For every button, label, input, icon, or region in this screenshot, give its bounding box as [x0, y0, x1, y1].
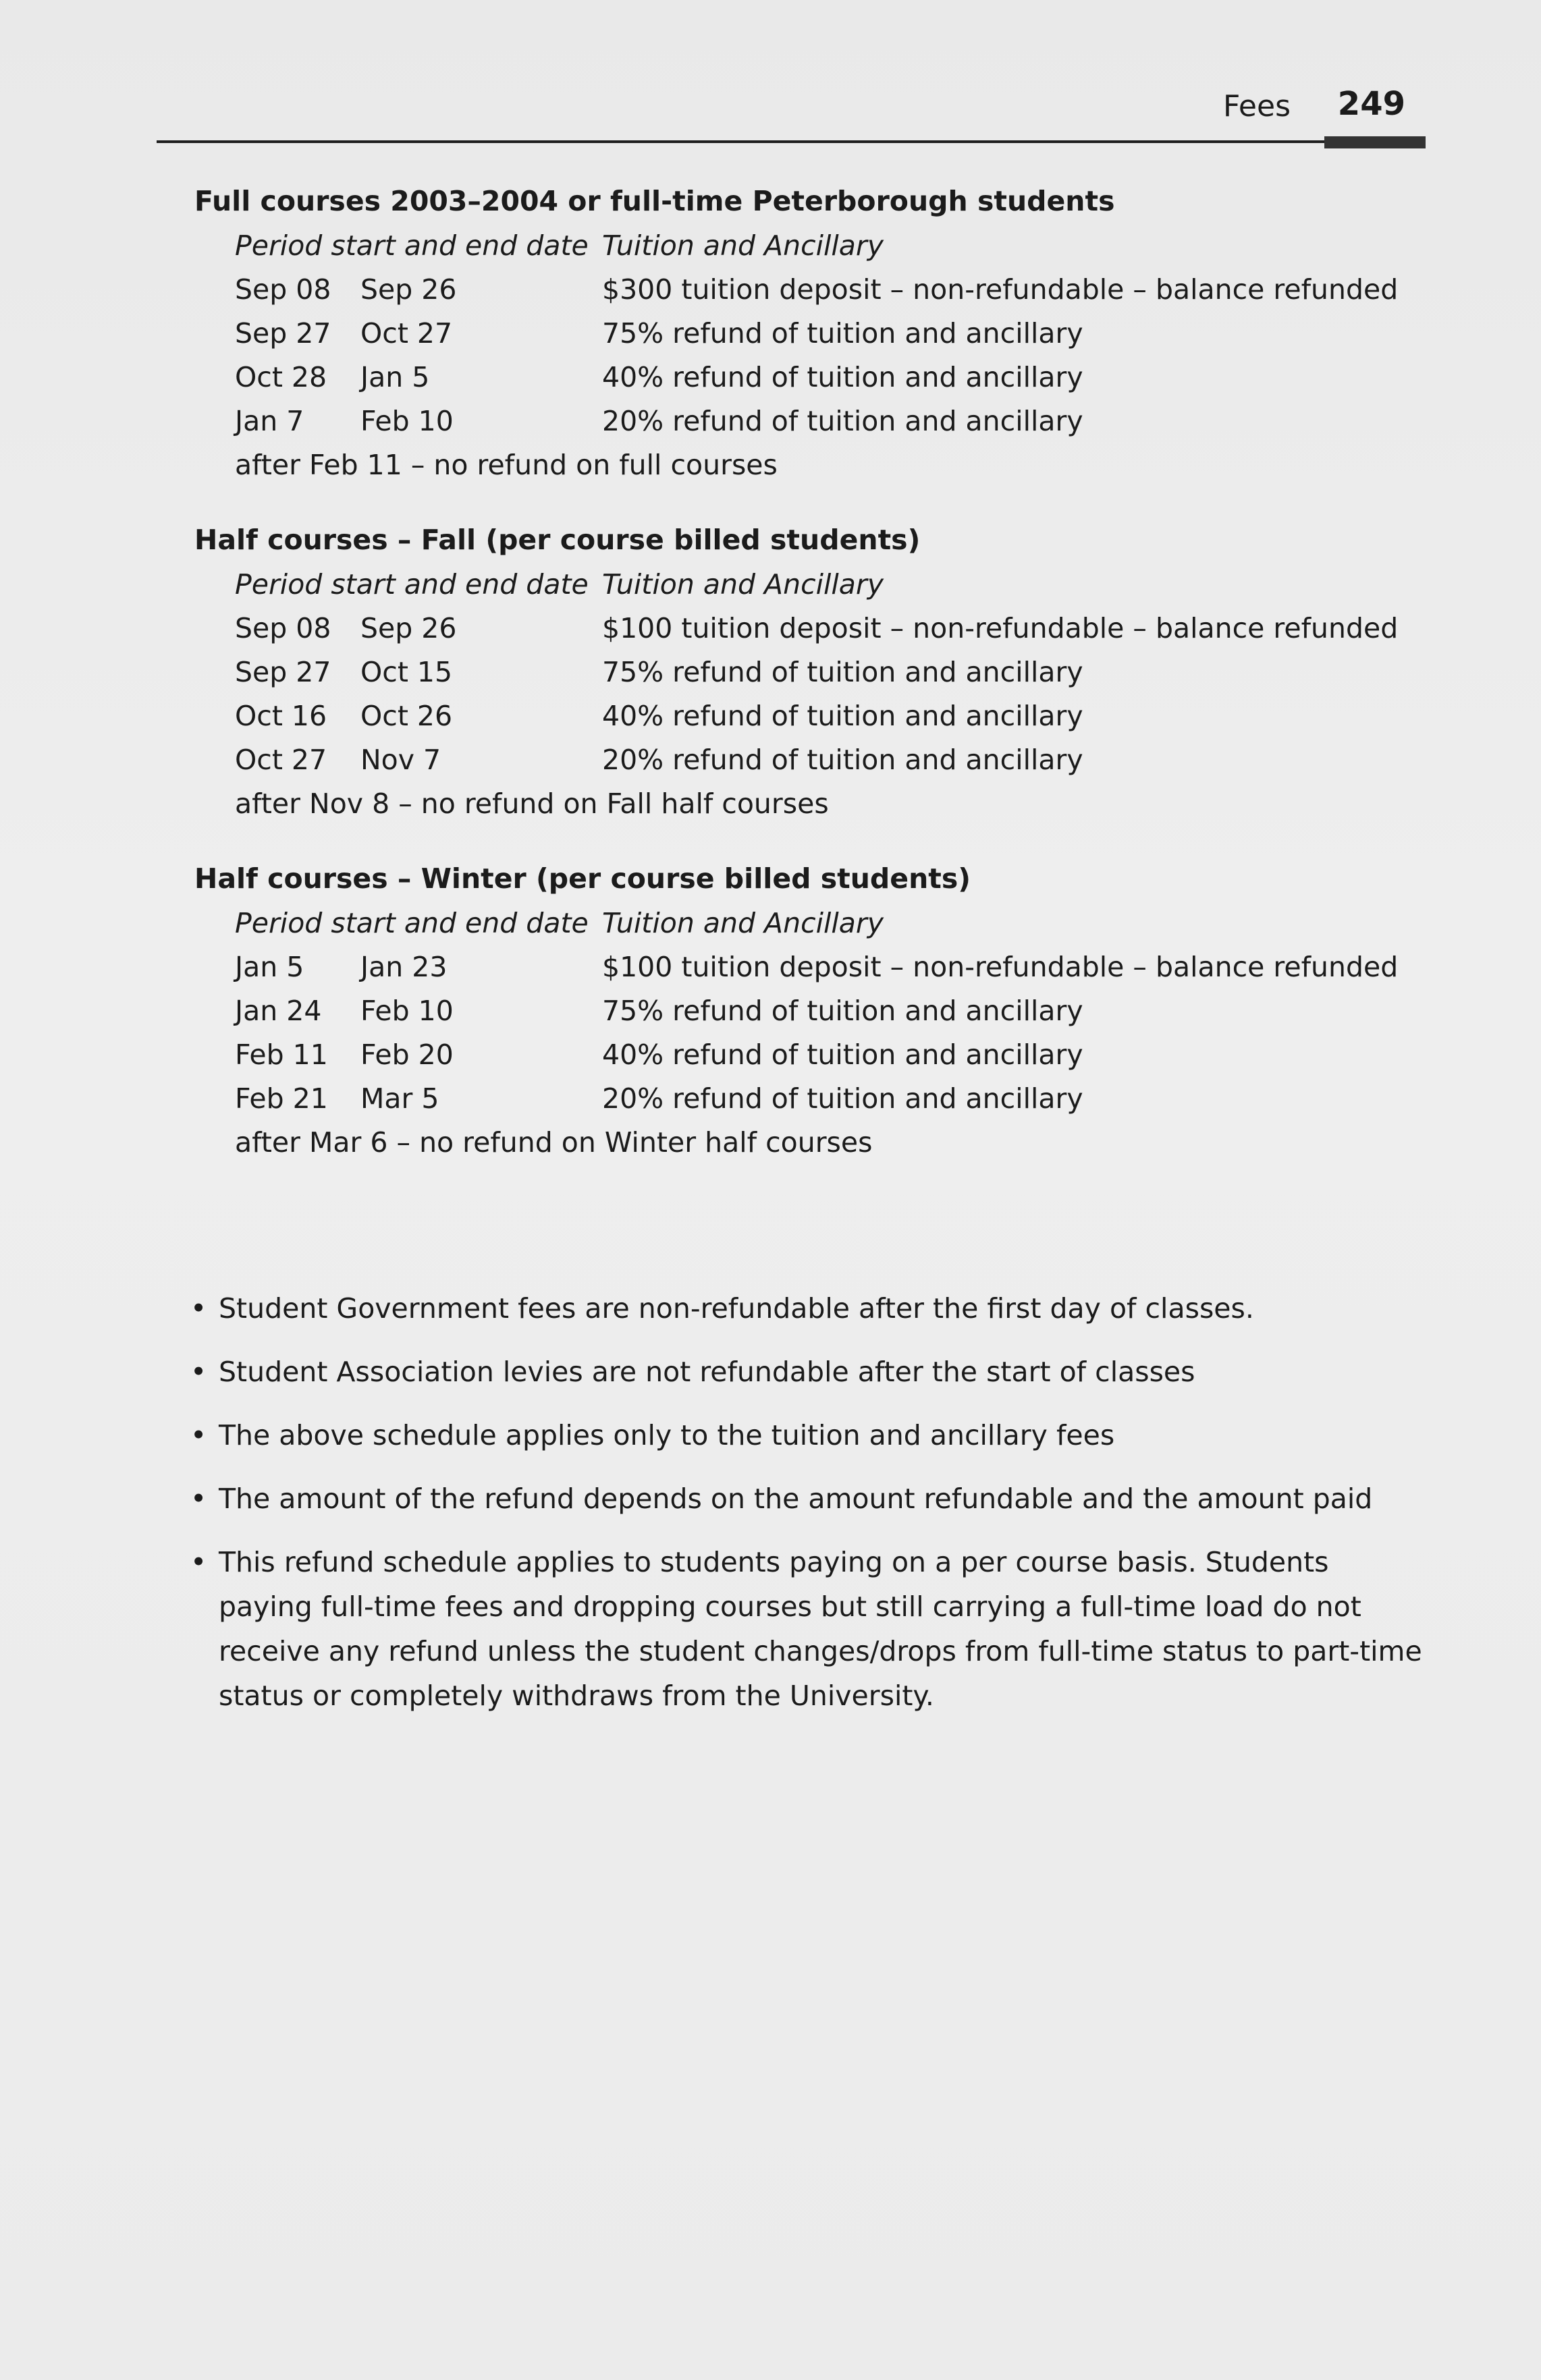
bullet-icon: •	[190, 1356, 207, 1388]
list-item-text: The above schedule applies only to the tuition and ancillary fees	[219, 1419, 1115, 1451]
column-header-period: Period start and end date	[235, 229, 589, 262]
refund-text: $300 tuition deposit – non-refundable – balance refunded	[602, 273, 1399, 306]
section-title: Fees	[1223, 89, 1291, 123]
start-date: Jan 24	[235, 995, 322, 1027]
end-date: Jan 5	[360, 361, 430, 393]
refund-table-half-fall	[189, 520, 1444, 826]
end-date: Feb 20	[360, 1039, 454, 1071]
table-header-row	[189, 224, 1444, 268]
refund-text: 75% refund of tuition and ancillary	[602, 317, 1083, 350]
refund-text: $100 tuition deposit – non-refundable – balance refunded	[602, 612, 1399, 644]
table-header-row	[189, 902, 1444, 945]
table-note	[189, 1121, 1444, 1165]
bullet-icon: •	[190, 1483, 207, 1515]
refund-text: 20% refund of tuition and ancillary	[602, 405, 1083, 437]
start-date: Oct 27	[235, 744, 327, 776]
no-refund-note: after Mar 6 – no refund on Winter half courses	[235, 1126, 873, 1159]
table-title: Half courses – Winter (per course billed students)	[194, 862, 971, 895]
bullet-icon: •	[190, 1419, 207, 1451]
end-date: Oct 26	[360, 700, 453, 732]
header-tab	[1324, 136, 1426, 148]
end-date: Feb 10	[360, 405, 454, 437]
table-note	[189, 782, 1444, 826]
refund-table-full-courses	[189, 181, 1444, 487]
table-row	[189, 268, 1444, 312]
list-item-text: Student Association levies are not refundable after the start of classes	[219, 1356, 1195, 1388]
list-item	[190, 1540, 1426, 1718]
header-rule	[157, 140, 1426, 143]
bullet-icon: •	[190, 1292, 207, 1325]
list-item	[190, 1476, 1426, 1521]
table-row	[189, 651, 1444, 694]
column-header-tuition: Tuition and Ancillary	[602, 907, 884, 939]
table-title: Full courses 2003–2004 or full-time Peterborough students	[194, 185, 1115, 217]
column-header-tuition: Tuition and Ancillary	[602, 568, 884, 601]
bullet-icon: •	[190, 1546, 207, 1578]
end-date: Mar 5	[360, 1082, 439, 1115]
table-row	[189, 1077, 1444, 1121]
table-row	[189, 1033, 1444, 1077]
list-item	[190, 1350, 1426, 1394]
end-date: Sep 26	[360, 612, 457, 644]
refund-notes-list	[190, 1286, 1426, 1737]
no-refund-note: after Feb 11 – no refund on full courses	[235, 449, 778, 481]
start-date: Sep 08	[235, 612, 331, 644]
refund-text: 75% refund of tuition and ancillary	[602, 995, 1083, 1027]
list-item-text: The amount of the refund depends on the amount refundable and the amount paid	[219, 1483, 1373, 1515]
column-header-tuition: Tuition and Ancillary	[602, 229, 884, 262]
table-row	[189, 694, 1444, 738]
start-date: Oct 16	[235, 700, 327, 732]
refund-text: 75% refund of tuition and ancillary	[602, 656, 1083, 688]
refund-text: 20% refund of tuition and ancillary	[602, 1082, 1083, 1115]
column-header-period: Period start and end date	[235, 568, 589, 601]
page-number: 249	[1337, 85, 1405, 123]
table-header-row	[189, 563, 1444, 607]
table-title: Half courses – Fall (per course billed students)	[194, 524, 921, 556]
table-row	[189, 738, 1444, 782]
table-note	[189, 443, 1444, 487]
end-date: Oct 15	[360, 656, 453, 688]
table-row	[189, 312, 1444, 356]
list-item	[190, 1286, 1426, 1331]
page-header	[157, 81, 1426, 148]
refund-text: 40% refund of tuition and ancillary	[602, 361, 1083, 393]
table-row	[189, 399, 1444, 443]
column-header-period: Period start and end date	[235, 907, 589, 939]
refund-schedule	[189, 181, 1444, 1197]
table-row	[189, 989, 1444, 1033]
refund-text: $100 tuition deposit – non-refundable – balance refunded	[602, 951, 1399, 983]
start-date: Oct 28	[235, 361, 327, 393]
end-date: Sep 26	[360, 273, 457, 306]
refund-text: 20% refund of tuition and ancillary	[602, 744, 1083, 776]
start-date: Feb 21	[235, 1082, 328, 1115]
end-date: Feb 10	[360, 995, 454, 1027]
list-item	[190, 1413, 1426, 1458]
start-date: Jan 5	[235, 951, 304, 983]
start-date: Sep 08	[235, 273, 331, 306]
refund-text: 40% refund of tuition and ancillary	[602, 1039, 1083, 1071]
end-date: Jan 23	[360, 951, 448, 983]
start-date: Feb 11	[235, 1039, 328, 1071]
table-row	[189, 607, 1444, 651]
table-row	[189, 945, 1444, 989]
end-date: Nov 7	[360, 744, 441, 776]
list-item-text: Student Government fees are non-refundable after the first day of classes.	[219, 1292, 1254, 1325]
refund-text: 40% refund of tuition and ancillary	[602, 700, 1083, 732]
table-row	[189, 356, 1444, 399]
refund-table-half-winter	[189, 858, 1444, 1165]
start-date: Jan 7	[235, 405, 304, 437]
no-refund-note: after Nov 8 – no refund on Fall half courses	[235, 787, 829, 820]
start-date: Sep 27	[235, 317, 331, 350]
start-date: Sep 27	[235, 656, 331, 688]
list-item-text: This refund schedule applies to students paying on a per course basis. Students paying full-time fees and dropping courses but still carrying a full-time load do not receive any refund unless the student changes/drops from full-time status to part-time status or completely withdraws from the University.	[219, 1546, 1422, 1712]
end-date: Oct 27	[360, 317, 453, 350]
